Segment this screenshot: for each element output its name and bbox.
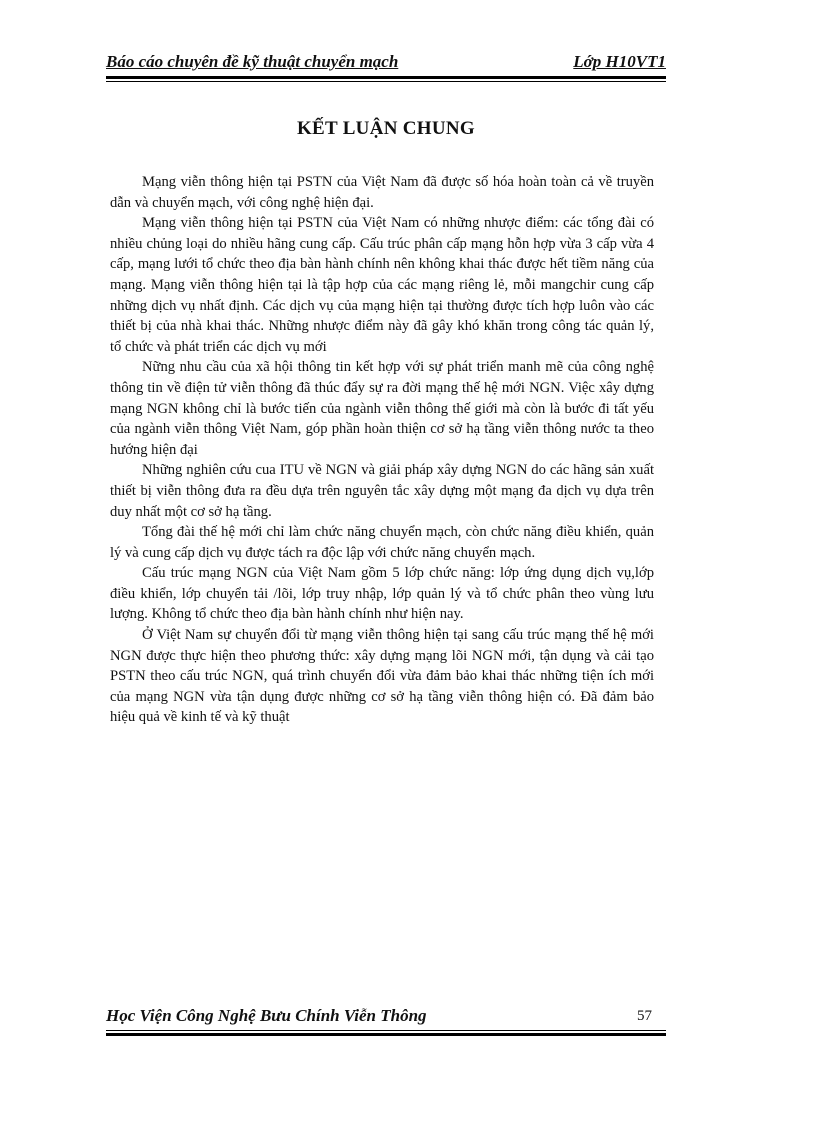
paragraph: Những nghiên cứu cua ITU về NGN và giải pháp xây dựng NGN do các hãng sản xuất thiết bị viễn thông đưa ra đều dựa trên nguyên tắc xây dựng một mạng đa dịch vụ dựa trên duy nhất một cơ sở hạ tầng.: [110, 462, 654, 520]
header-class-name: Lớp H10VT1: [573, 52, 666, 71]
footer-rule-thick: [106, 1033, 666, 1036]
page-header: [106, 50, 666, 76]
page-footer: [106, 1006, 666, 1032]
body-text: [110, 172, 654, 728]
paragraph: Nững nhu cầu của xã hội thông tin kết hợp với sự phát triển manh mẽ của công nghệ thông tin về điện tử viễn thông đã thúc đẩy sự ra đời mạng thế hệ mới NGN. Việc xây dựng mạng NGN không chỉ là bước tiến của ngành viễn thông thế giới mà còn là bước đi tất yếu của ngành viễn thông Việt Nam, góp phần hoàn thiện cơ sở hạ tầng viễn thông nước ta theo hướng hiện đại: [110, 359, 654, 458]
footer-institution: Học Viện Công Nghệ Bưu Chính Viễn Thông: [106, 1006, 427, 1025]
page-title: KẾT LUẬN CHUNG: [296, 118, 476, 139]
page-number: 57: [637, 1008, 652, 1024]
header-rule-thick: [106, 76, 666, 79]
paragraph: Mạng viễn thông hiện tại PSTN của Việt Nam đã được số hóa hoàn toàn cả về truyền dẫn và chuyển mạch, với công nghệ hiện đại.: [110, 174, 654, 211]
footer-rule-thin: [106, 1030, 666, 1031]
header-report-title: Báo cáo chuyên đề kỹ thuật chuyển mạch: [106, 52, 399, 71]
header-rule-thin: [106, 81, 666, 82]
paragraph: Mạng viễn thông hiện tại PSTN của Việt Nam có những nhược điểm: các tổng đài có nhiều chủng loại do nhiều hãng cung cấp. Cấu trúc phân cấp mạng hỗn hợp vừa 3 cấp vừa 4 cấp, mạng lưới tổ chức theo địa bàn hành chính nên không khai thác được hết tiềm năng của mạng. Mạng viễn thông hiện tại là tập hợp của các mạng riêng lẻ, mỗi mangchir cung cấp những dịch vụ nhất định. Các dịch vụ của mạng hiện tại thường được tích hợp luôn vào các thiết bị của nhà khai thác. Những nhược điểm này đã gây khó khăn trong công tác quản lý, tổ chức và phát triển các dịch vụ mới: [110, 215, 654, 355]
paragraph: Cấu trúc mạng NGN của Việt Nam gồm 5 lớp chức năng: lớp ứng dụng dịch vụ,lớp điều khiển, lớp chuyển tải /lõi, lớp truy nhập, lớp quản lý và tổ chức phân theo vùng lưu lượng. Không tổ chức theo địa bàn hành chính như hiện nay.: [110, 565, 654, 623]
paragraph: Tổng đài thế hệ mới chỉ làm chức năng chuyển mạch, còn chức năng điều khiển, quản lý và cung cấp dịch vụ được tách ra độc lập với chức năng chuyển mạch.: [110, 524, 654, 561]
paragraph: Ở Việt Nam sự chuyển đổi từ mạng viễn thông hiện tại sang cấu trúc mạng thế hệ mới NGN được thực hiện theo phương thức: xây dựng mạng lõi NGN mới, tận dụng và cải tạo PSTN theo cấu trúc NGN, quá trình chuyển đổi vừa đảm bảo khai thác những tiện ích mới của mạng NGN vừa tận dụng được những cơ sở hạ tầng viễn thông hiện có. Đã đảm bảo hiệu quả về kinh tế và kỹ thuật: [110, 627, 654, 726]
